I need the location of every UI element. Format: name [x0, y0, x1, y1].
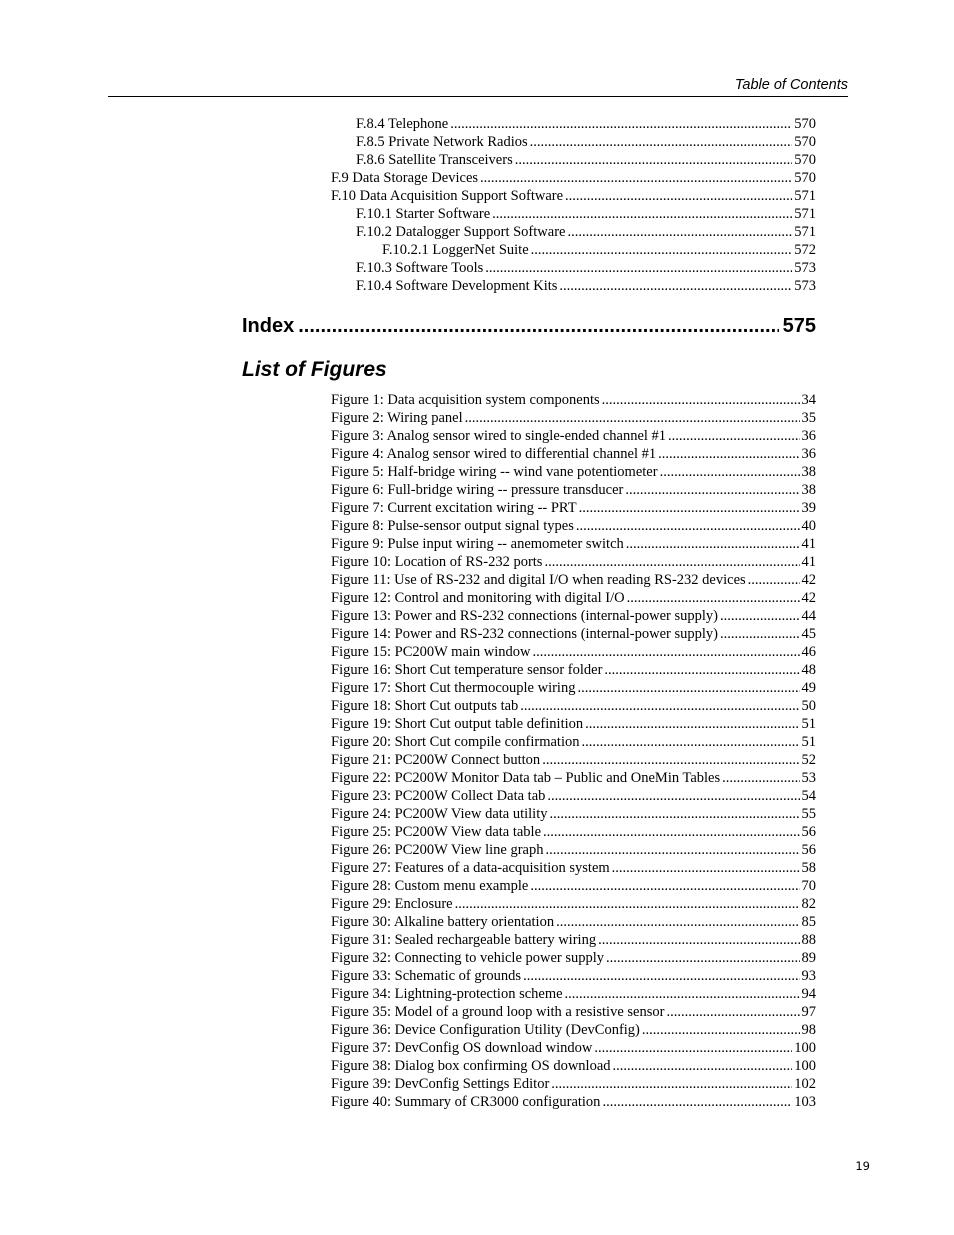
toc-entry-label: F.10.2.1 LoggerNet Suite	[382, 242, 529, 258]
figure-entry[interactable]	[331, 482, 816, 500]
figure-entry-page: 46	[801, 644, 816, 660]
dot-leader	[450, 116, 792, 133]
figure-entry-page: 40	[801, 518, 816, 534]
dot-leader	[585, 716, 799, 733]
dot-leader	[606, 950, 799, 967]
dot-leader	[748, 572, 800, 589]
toc-entry-page: 570	[794, 170, 816, 186]
toc-entry[interactable]	[331, 134, 816, 152]
toc-entry-label: F.8.6 Satellite Transceivers	[356, 152, 513, 168]
figure-entry[interactable]	[331, 680, 816, 698]
dot-leader	[666, 1004, 799, 1021]
figure-entry[interactable]	[331, 1022, 816, 1040]
figure-entry-page: 42	[801, 572, 816, 588]
dot-leader	[577, 680, 799, 697]
dot-leader	[567, 224, 792, 241]
dot-leader	[722, 770, 799, 787]
header-rule	[108, 96, 848, 97]
figure-entry-label: Figure 14: Power and RS-232 connections (internal-power supply)	[331, 626, 718, 642]
figure-entry[interactable]	[331, 626, 816, 644]
figure-entry[interactable]	[331, 878, 816, 896]
dot-leader	[520, 698, 799, 715]
toc-entry-page: 571	[794, 206, 816, 222]
figure-entry-label: Figure 27: Features of a data-acquisition system	[331, 860, 610, 876]
figure-entry-page: 56	[801, 824, 816, 840]
dot-leader	[581, 734, 799, 751]
dot-leader	[602, 392, 800, 409]
figure-entry-label: Figure 29: Enclosure	[331, 896, 453, 912]
figure-entry-label: Figure 18: Short Cut outputs tab	[331, 698, 519, 714]
figure-entry-label: Figure 5: Half-bridge wiring -- wind vane potentiometer	[331, 464, 658, 480]
figure-entry-page: 88	[801, 932, 816, 948]
figure-entry-page: 100	[794, 1040, 816, 1056]
figure-entry-page: 34	[801, 392, 816, 408]
toc-entry-page: 570	[794, 116, 816, 132]
figure-entry-page: 82	[801, 896, 816, 912]
toc-entry-page: 571	[794, 188, 816, 204]
dot-leader	[658, 446, 799, 463]
figure-entry-page: 36	[801, 446, 816, 462]
figure-entry-page: 97	[801, 1004, 816, 1020]
toc-entry-label: F.10.3 Software Tools	[356, 260, 484, 276]
figure-entry-page: 39	[801, 500, 816, 516]
index-entry-page: 575	[782, 315, 816, 337]
dot-leader	[542, 752, 799, 769]
figure-entry-label: Figure 25: PC200W View data table	[331, 824, 542, 840]
figure-entry-label: Figure 9: Pulse input wiring -- anemometer switch	[331, 536, 624, 552]
figure-entry[interactable]	[331, 446, 816, 464]
toc-entry-label: F.10 Data Acquisition Support Software	[331, 188, 564, 204]
figure-entry[interactable]	[331, 644, 816, 662]
figure-entry-page: 58	[801, 860, 816, 876]
dot-leader	[523, 968, 799, 985]
dot-leader	[612, 860, 800, 877]
dot-leader	[626, 536, 800, 553]
toc-entry[interactable]	[331, 116, 816, 134]
toc-entry-label: F.10.2 Datalogger Support Software	[356, 224, 566, 240]
dot-leader	[455, 896, 800, 913]
figure-entry-page: 98	[801, 1022, 816, 1038]
index-entry[interactable]	[242, 313, 816, 339]
figure-entry-label: Figure 16: Short Cut temperature sensor folder	[331, 662, 603, 678]
figure-entry-page: 38	[801, 482, 816, 498]
dot-leader	[642, 1022, 800, 1039]
toc-entry-label: F.9 Data Storage Devices	[331, 170, 479, 186]
toc-entry[interactable]	[331, 170, 816, 188]
figure-entry-page: 36	[801, 428, 816, 444]
figure-entry-label: Figure 7: Current excitation wiring -- PRT	[331, 500, 577, 516]
figure-entry[interactable]	[331, 1040, 816, 1058]
figure-entry[interactable]	[331, 986, 816, 1004]
figure-entry-label: Figure 1: Data acquisition system components	[331, 392, 600, 408]
figure-entry-label: Figure 3: Analog sensor wired to single-ended channel #1	[331, 428, 667, 444]
figure-entry[interactable]	[331, 752, 816, 770]
figure-entry[interactable]	[331, 1058, 816, 1076]
figure-entry[interactable]	[331, 1076, 816, 1094]
figure-entry-label: Figure 28: Custom menu example	[331, 878, 529, 894]
figure-entry-label: Figure 40: Summary of CR3000 configuration	[331, 1094, 601, 1110]
dot-leader	[556, 914, 799, 931]
figure-entry-label: Figure 24: PC200W View data utility	[331, 806, 548, 822]
figure-entry[interactable]	[331, 950, 816, 968]
figure-entry-label: Figure 26: PC200W View line graph	[331, 842, 544, 858]
figure-entry[interactable]	[331, 842, 816, 860]
figure-entry[interactable]	[331, 392, 816, 410]
figure-entry-page: 94	[801, 986, 816, 1002]
figure-entry-label: Figure 8: Pulse-sensor output signal types	[331, 518, 574, 534]
figure-entry[interactable]	[331, 518, 816, 536]
dot-leader	[720, 608, 800, 625]
figure-entry-label: Figure 21: PC200W Connect button	[331, 752, 541, 768]
dot-leader	[492, 206, 792, 223]
dot-leader	[660, 464, 800, 481]
dot-leader	[547, 788, 799, 805]
dot-leader	[668, 428, 799, 445]
toc-entry-label: F.10.1 Starter Software	[356, 206, 491, 222]
dot-leader	[576, 518, 800, 535]
figure-entry-label: Figure 17: Short Cut thermocouple wiring	[331, 680, 576, 696]
figure-entry-label: Figure 23: PC200W Collect Data tab	[331, 788, 546, 804]
figure-entry-label: Figure 20: Short Cut compile confirmation	[331, 734, 580, 750]
toc-entries	[331, 116, 816, 296]
toc-entry-label: F.8.4 Telephone	[356, 116, 449, 132]
figure-entry-page: 70	[801, 878, 816, 894]
dot-leader	[480, 170, 792, 187]
toc-entry-page: 570	[794, 134, 816, 150]
page-number: 19	[855, 1159, 870, 1173]
toc-entry-label: F.10.4 Software Development Kits	[356, 278, 558, 294]
dot-leader	[515, 152, 793, 169]
figure-entry[interactable]	[331, 572, 816, 590]
figure-entry-page: 85	[801, 914, 816, 930]
figure-entry[interactable]	[331, 698, 816, 716]
figure-entry-page: 100	[794, 1058, 816, 1074]
figure-entry-page: 35	[801, 410, 816, 426]
figure-entry[interactable]	[331, 554, 816, 572]
dot-leader	[531, 242, 793, 259]
figure-entry-label: Figure 36: Device Configuration Utility (DevConfig)	[331, 1022, 640, 1038]
figure-entry[interactable]	[331, 608, 816, 626]
figure-entry-page: 50	[801, 698, 816, 714]
figure-entry[interactable]	[331, 968, 816, 986]
figure-entry-page: 51	[801, 716, 816, 732]
figure-entry-label: Figure 37: DevConfig OS download window	[331, 1040, 593, 1056]
list-of-figures-heading: List of Figures	[242, 358, 387, 381]
dot-leader	[598, 932, 799, 949]
figure-entry-page: 42	[801, 590, 816, 606]
figure-entry-label: Figure 12: Control and monitoring with digital I/O	[331, 590, 625, 606]
dot-leader	[627, 590, 800, 607]
toc-entry[interactable]	[331, 188, 816, 206]
figure-entry-label: Figure 6: Full-bridge wiring -- pressure transducer	[331, 482, 624, 498]
figure-entry-label: Figure 22: PC200W Monitor Data tab – Public and OneMin Tables	[331, 770, 721, 786]
figure-entry[interactable]	[331, 932, 816, 950]
toc-entry-page: 572	[794, 242, 816, 258]
figure-entry-page: 93	[801, 968, 816, 984]
figure-entry-label: Figure 33: Schematic of grounds	[331, 968, 522, 984]
figure-entry-label: Figure 15: PC200W main window	[331, 644, 531, 660]
toc-entry[interactable]	[331, 260, 816, 278]
running-header: Table of Contents	[734, 77, 848, 93]
toc-entry-label: F.8.5 Private Network Radios	[356, 134, 528, 150]
figure-entry-page: 38	[801, 464, 816, 480]
figure-entry[interactable]	[331, 428, 816, 446]
dot-leader	[604, 662, 799, 679]
figure-entry-page: 89	[801, 950, 816, 966]
figure-entry[interactable]	[331, 590, 816, 608]
dot-leader	[613, 1058, 793, 1075]
dot-leader	[298, 313, 778, 339]
dot-leader	[485, 260, 792, 277]
figure-entry-label: Figure 31: Sealed rechargeable battery wiring	[331, 932, 597, 948]
figure-entry-page: 51	[801, 734, 816, 750]
figure-entry[interactable]	[331, 500, 816, 518]
figure-entry[interactable]	[331, 662, 816, 680]
figure-entry-label: Figure 11: Use of RS-232 and digital I/O when reading RS-232 devices	[331, 572, 746, 588]
figure-entry-page: 49	[801, 680, 816, 696]
figure-entry-page: 54	[801, 788, 816, 804]
toc-entry[interactable]	[331, 206, 816, 224]
figure-entry-page: 45	[801, 626, 816, 642]
figure-entry-label: Figure 2: Wiring panel	[331, 410, 463, 426]
figure-entry-page: 53	[801, 770, 816, 786]
dot-leader	[625, 482, 799, 499]
toc-entry[interactable]	[331, 152, 816, 170]
toc-entry-page: 571	[794, 224, 816, 240]
figure-entry[interactable]	[331, 860, 816, 878]
figure-entry[interactable]	[331, 1094, 816, 1112]
figure-entry[interactable]	[331, 1004, 816, 1022]
toc-entry[interactable]	[331, 278, 816, 296]
toc-entry-page: 573	[794, 260, 816, 276]
toc-entry[interactable]	[331, 224, 816, 242]
figure-entry[interactable]	[331, 788, 816, 806]
toc-entry[interactable]	[331, 242, 816, 260]
figure-entry[interactable]	[331, 716, 816, 734]
figure-entry-page: 56	[801, 842, 816, 858]
figure-entry[interactable]	[331, 464, 816, 482]
figure-entry-page: 41	[801, 554, 816, 570]
figure-entry[interactable]	[331, 806, 816, 824]
figure-entry[interactable]	[331, 410, 816, 428]
figure-entry-label: Figure 35: Model of a ground loop with a resistive sensor	[331, 1004, 665, 1020]
figure-entry[interactable]	[331, 896, 816, 914]
dot-leader	[533, 644, 800, 661]
figure-entry[interactable]	[331, 734, 816, 752]
figure-entry-page: 102	[794, 1076, 816, 1092]
figure-entry-label: Figure 10: Location of RS-232 ports	[331, 554, 543, 570]
toc-entry-page: 570	[794, 152, 816, 168]
dot-leader	[565, 188, 792, 205]
figure-entry-page: 103	[794, 1094, 816, 1110]
figure-entry-page: 44	[801, 608, 816, 624]
dot-leader	[545, 842, 799, 859]
dot-leader	[530, 878, 799, 895]
figure-entry-label: Figure 39: DevConfig Settings Editor	[331, 1076, 550, 1092]
dot-leader	[543, 824, 799, 841]
dot-leader	[530, 134, 793, 151]
dot-leader	[559, 278, 792, 295]
figure-entry-page: 55	[801, 806, 816, 822]
figure-entries	[331, 392, 816, 1112]
dot-leader	[602, 1094, 792, 1111]
figure-entry-label: Figure 30: Alkaline battery orientation	[331, 914, 555, 930]
dot-leader	[720, 626, 800, 643]
dot-leader	[550, 806, 800, 823]
figure-entry-label: Figure 13: Power and RS-232 connections (internal-power supply)	[331, 608, 718, 624]
dot-leader	[594, 1040, 792, 1057]
toc-entry-page: 573	[794, 278, 816, 294]
figure-entry-label: Figure 38: Dialog box confirming OS download	[331, 1058, 611, 1074]
figure-entry[interactable]	[331, 824, 816, 842]
figure-entry[interactable]	[331, 536, 816, 554]
dot-leader	[579, 500, 800, 517]
figure-entry[interactable]	[331, 770, 816, 788]
figure-entry-label: Figure 34: Lightning-protection scheme	[331, 986, 563, 1002]
figure-entry-page: 48	[801, 662, 816, 678]
dot-leader	[551, 1076, 792, 1093]
figure-entry[interactable]	[331, 914, 816, 932]
dot-leader	[565, 986, 800, 1003]
dot-leader	[544, 554, 799, 571]
index-entry-label: Index	[242, 315, 295, 337]
figure-entry-label: Figure 32: Connecting to vehicle power supply	[331, 950, 605, 966]
figure-entry-page: 41	[801, 536, 816, 552]
figure-entry-label: Figure 19: Short Cut output table definition	[331, 716, 584, 732]
figure-entry-page: 52	[801, 752, 816, 768]
dot-leader	[465, 410, 800, 427]
figure-entry-label: Figure 4: Analog sensor wired to differential channel #1	[331, 446, 657, 462]
